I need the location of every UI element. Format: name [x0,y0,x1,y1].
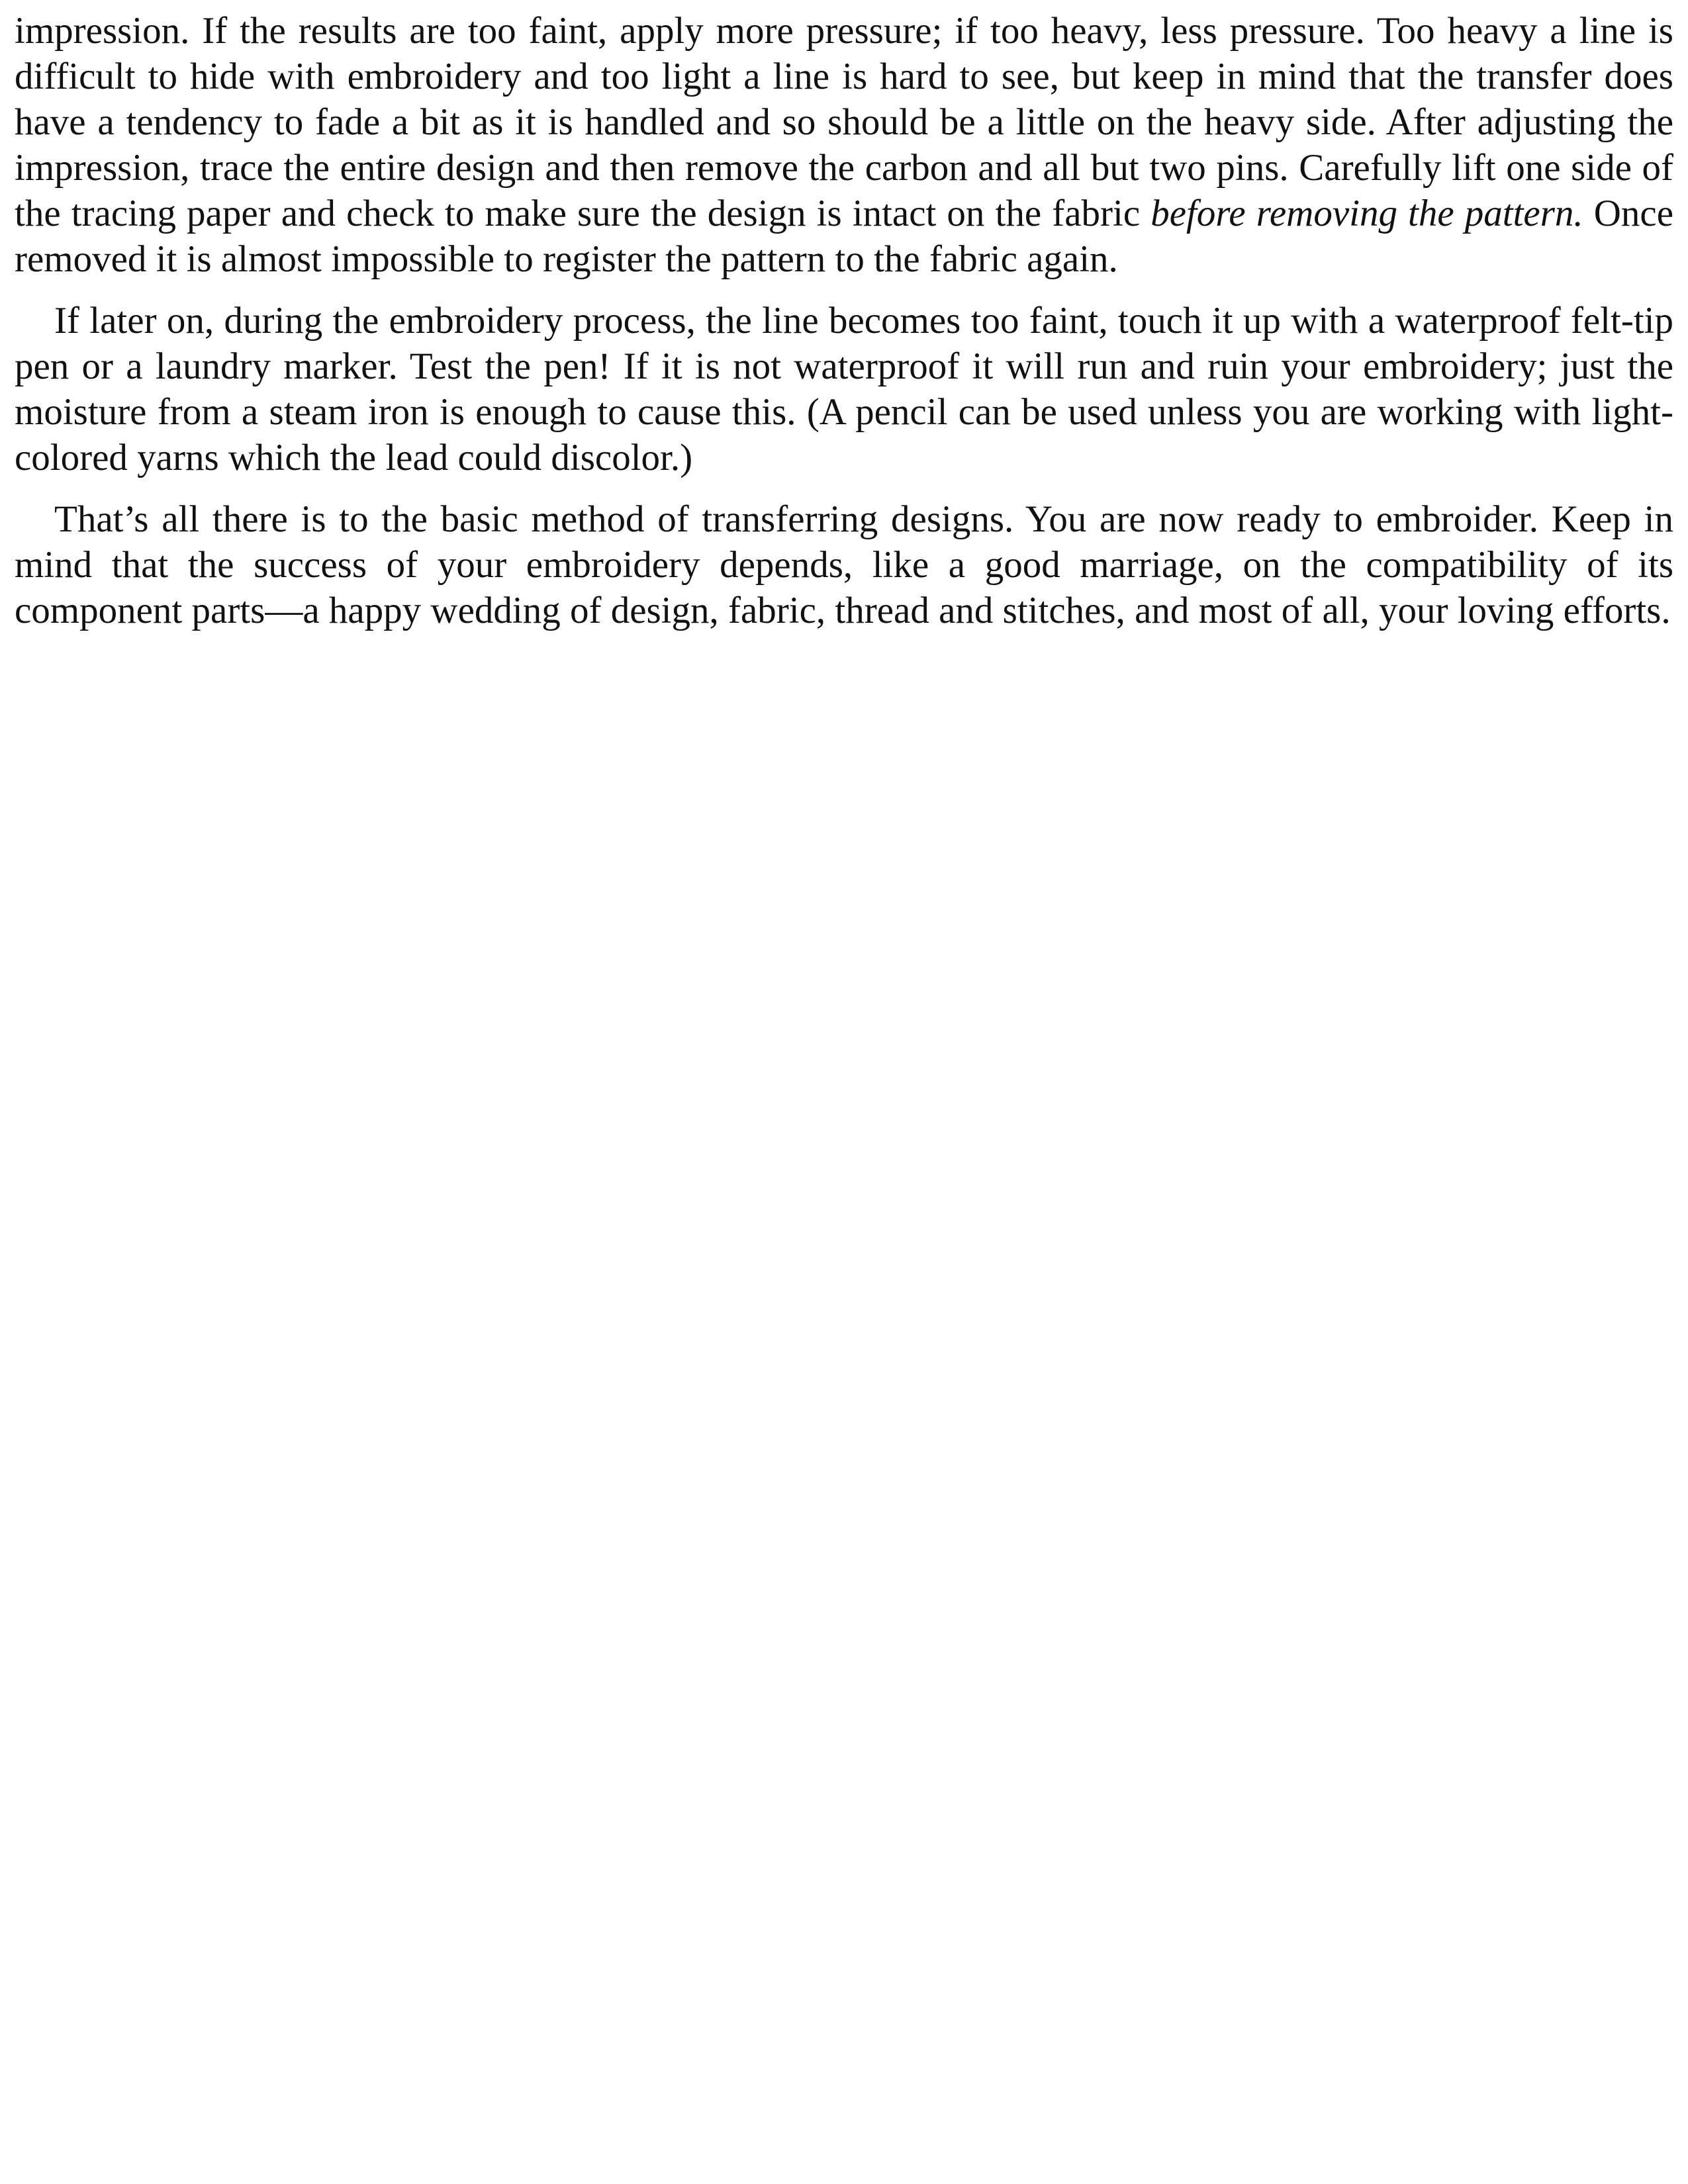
document-page [15,8,1673,633]
paragraph-1-text-before: impression. If the results are too faint, apply more pressure; if too heavy, less pressure. Too heavy a line is difficult to hide with embroidery and too light a line is hard to see, but keep in mind that the transfer does have a tendency to fade a bit as it is handled and so should be a little on the heavy side. After adjusting the impression, trace the entire design and then remove the carbon and all but two pins. Carefully lift one side of the tracing paper and check to make sure the design is intact on the fabric [15,10,1673,234]
paragraph-1-text-after: Once removed it is almost impossible to register the pattern to the fabric again. [15,193,1673,280]
paragraph-1-emphasis: before removing the pattern. [1150,193,1583,234]
paragraph-conclusion: That’s all there is to the basic method of transferring designs. You are now ready to embroider. Keep in mind that the success of your embroidery depends, like a good marriage, on the compatibility of its component parts—a happy wedding of design, fabric, thread and stitches, and most of all, your loving efforts. [15,498,1673,631]
paragraph-continued [15,8,1673,282]
paragraph-touch-up: If later on, during the embroidery process, the line becomes too faint, touch it up with a waterproof felt-tip pen or a laundry marker. Test the pen! If it is not waterproof it will run and ruin your embroidery; just the moisture from a steam iron is enough to cause this. (A pencil can be used unless you are working with light-colored yarns which the lead could discolor.) [15,300,1673,478]
